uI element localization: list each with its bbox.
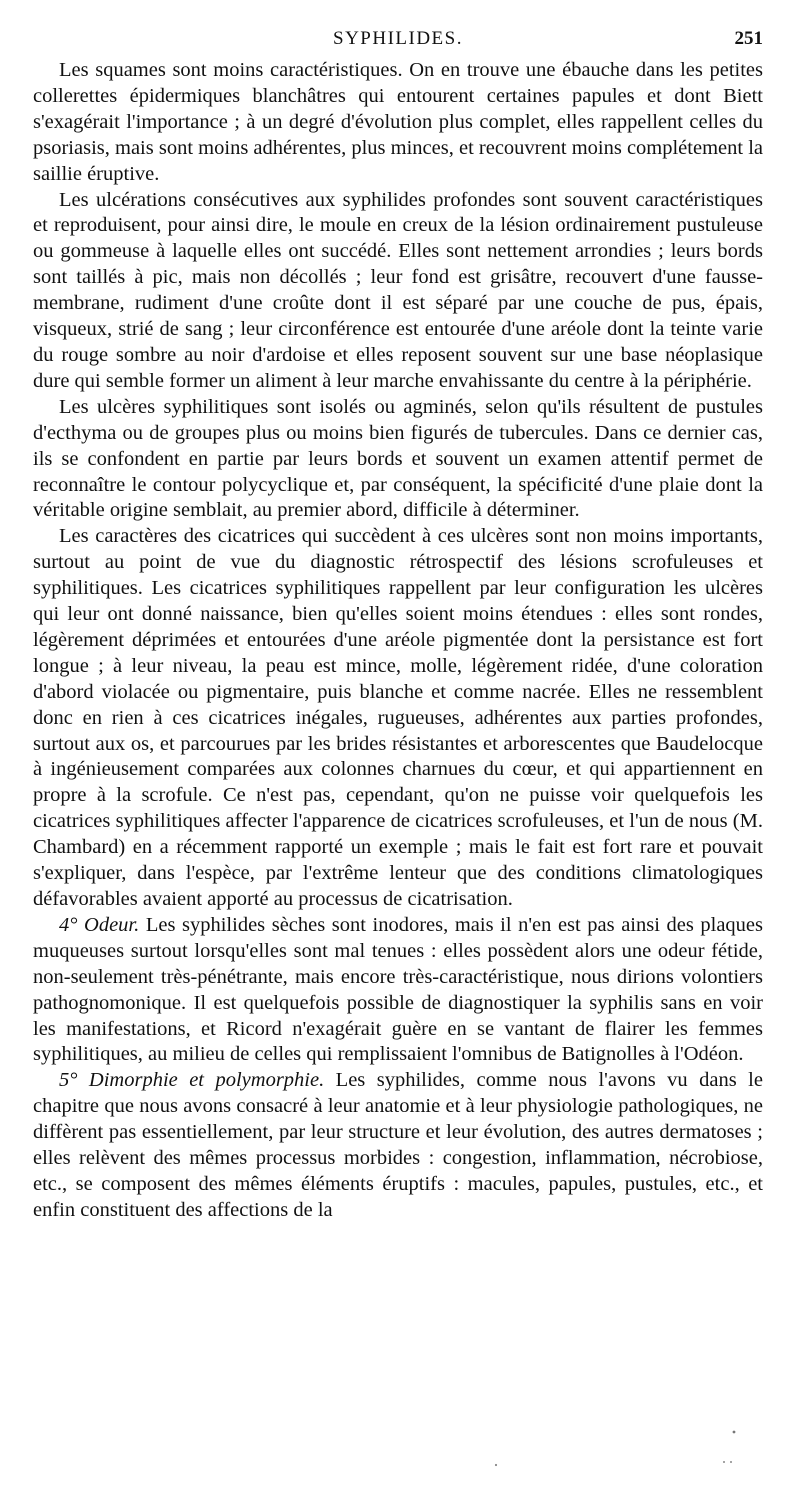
paragraph-ulcerations: [33, 188, 763, 395]
paragraph-text: Les ulcères syphilitiques sont isolés ou agminés, selon qu'ils résultent de pustules d'ecthyma ou de groupes plus ou moins bien figurés de tubercules. Dans ce dernier cas, ils se confondent en partie par leurs bords et souvent un examen attentif permet de reconnaître le contour polycyclique et, par conséquent, la spécificité d'une plaie dont la véritable origine semblait, au premier abord, difficile à déterminer.: [33, 395, 763, 522]
ink-speck: [723, 1461, 725, 1463]
running-title: SYPHILIDES.: [333, 28, 463, 49]
body-text: [33, 58, 763, 1224]
paragraph-cicatrices: [33, 524, 763, 913]
paragraph-text: Les caractères des cicatrices qui succèdent à ces ulcères sont non moins importants, surtout au point de vue du diagnostic rétrospectif des lésions scrofuleuses et syphilitiques. Les cicatrices syphilitiques rappellent par leur configuration les ulcères qui leur ont donné naissance, bien qu'elles soient moins étendues : elles sont rondes, légèrement déprimées et entourées d'une aréole pigmentée dont la persistance est fort longue ; à leur niveau, la peau est mince, molle, légèrement ridée, d'une coloration d'abord violacée ou pigmentaire, puis blanche et comme nacrée. Elles ne ressemblent donc en rien à ces cicatrices inégales, rugueuses, adhérentes aux parties profondes, surtout aux os, et parcourues par les brides résistantes et arborescentes que Baudelocque à ingénieusement comparées aux colonnes charnues du cœur, et qui appartiennent en propre à la scrofule. Ce n'est pas, cependant, qu'on ne puisse voir quelquefois les cicatrices syphilitiques affecter l'apparence de cicatrices scrofuleuses, et l'un de nous (M. Chambard) en a récemment rapporté un exemple ; mais le fait est fort rare et pouvait s'expliquer, dans l'espèce, par l'extrême lenteur que des conditions climatologiques défavorables avaient apporté au processus de cicatrisation.: [33, 525, 763, 910]
paragraph-odeur: [33, 913, 763, 1068]
running-header: [33, 28, 763, 58]
ink-speck: [495, 1464, 497, 1466]
ink-speck: [733, 1431, 736, 1434]
ink-speck: [730, 1461, 732, 1463]
paragraph-ulceres: [33, 395, 763, 525]
paragraph-squames: [33, 58, 763, 188]
section-heading-dimorphie: 5° Dimorphie et polymorphie.: [59, 1069, 325, 1092]
paragraph-dimorphie: [33, 1068, 763, 1223]
paragraph-text: Les syphilides sèches sont inodores, mais il n'en est pas ainsi des plaques muqueuses surtout lorsqu'elles sont mal tenues : elles possèdent alors une odeur fétide, non-seulement très-pénétrante, mais encore très-caractéristique, nous dirions volontiers pathognomonique. Il est quelquefois possible de diagnostiquer la syphilis sans en voir les manifestations, et Ricord n'exagérait guère en se vantant de flairer les femmes syphilitiques, au milieu de celles qui remplissaient l'omnibus de Batignolles à l'Odéon.: [33, 913, 763, 1066]
paragraph-text: Les syphilides, comme nous l'avons vu dans le chapitre que nous avons consacré à leur anatomie et à leur physiologie pathologiques, ne diffèrent pas essentiellement, par leur structure et leur évolution, des autres dermatoses ; elles relèvent des mêmes processus morbides : congestion, inflammation, nécrobiose, etc., se composent des mêmes éléments éruptifs : macules, papules, pustules, etc., et enfin constituent des affections de la: [33, 1069, 763, 1221]
book-page: [33, 28, 763, 1224]
page-number: 251: [734, 28, 763, 49]
section-heading-odeur: 4° Odeur.: [59, 913, 140, 936]
paragraph-text: Les squames sont moins caractéristiques. On en trouve une ébauche dans les petites collerettes épidermiques blanchâtres qui entourent certaines papules et dont Biett s'exagérait l'importance ; à un degré d'évolution plus complet, elles rappellent celles du psoriasis, mais sont moins adhérentes, plus minces, et recouvrent moins complétement la saillie éruptive.: [33, 59, 763, 185]
paragraph-text: Les ulcérations consécutives aux syphilides profondes sont souvent caractéristiques et reproduisent, pour ainsi dire, le moule en creux de la lésion ordinairement pustuleuse ou gommeuse à laquelle elles ont succédé. Elles sont nettement arrondies ; leurs bords sont taillés à pic, mais non décollés ; leur fond est grisâtre, recouvert d'une fausse-membrane, rudiment d'une croûte dont il est séparé par une couche de pus, épais, visqueux, strié de sang ; leur circonférence est entourée d'une aréole dont la teinte varie du rouge sombre au noir d'ardoise et elles reposent souvent sur une base néoplasique dure qui semble former un aliment à leur marche envahissante du centre à la périphérie.: [33, 188, 763, 392]
